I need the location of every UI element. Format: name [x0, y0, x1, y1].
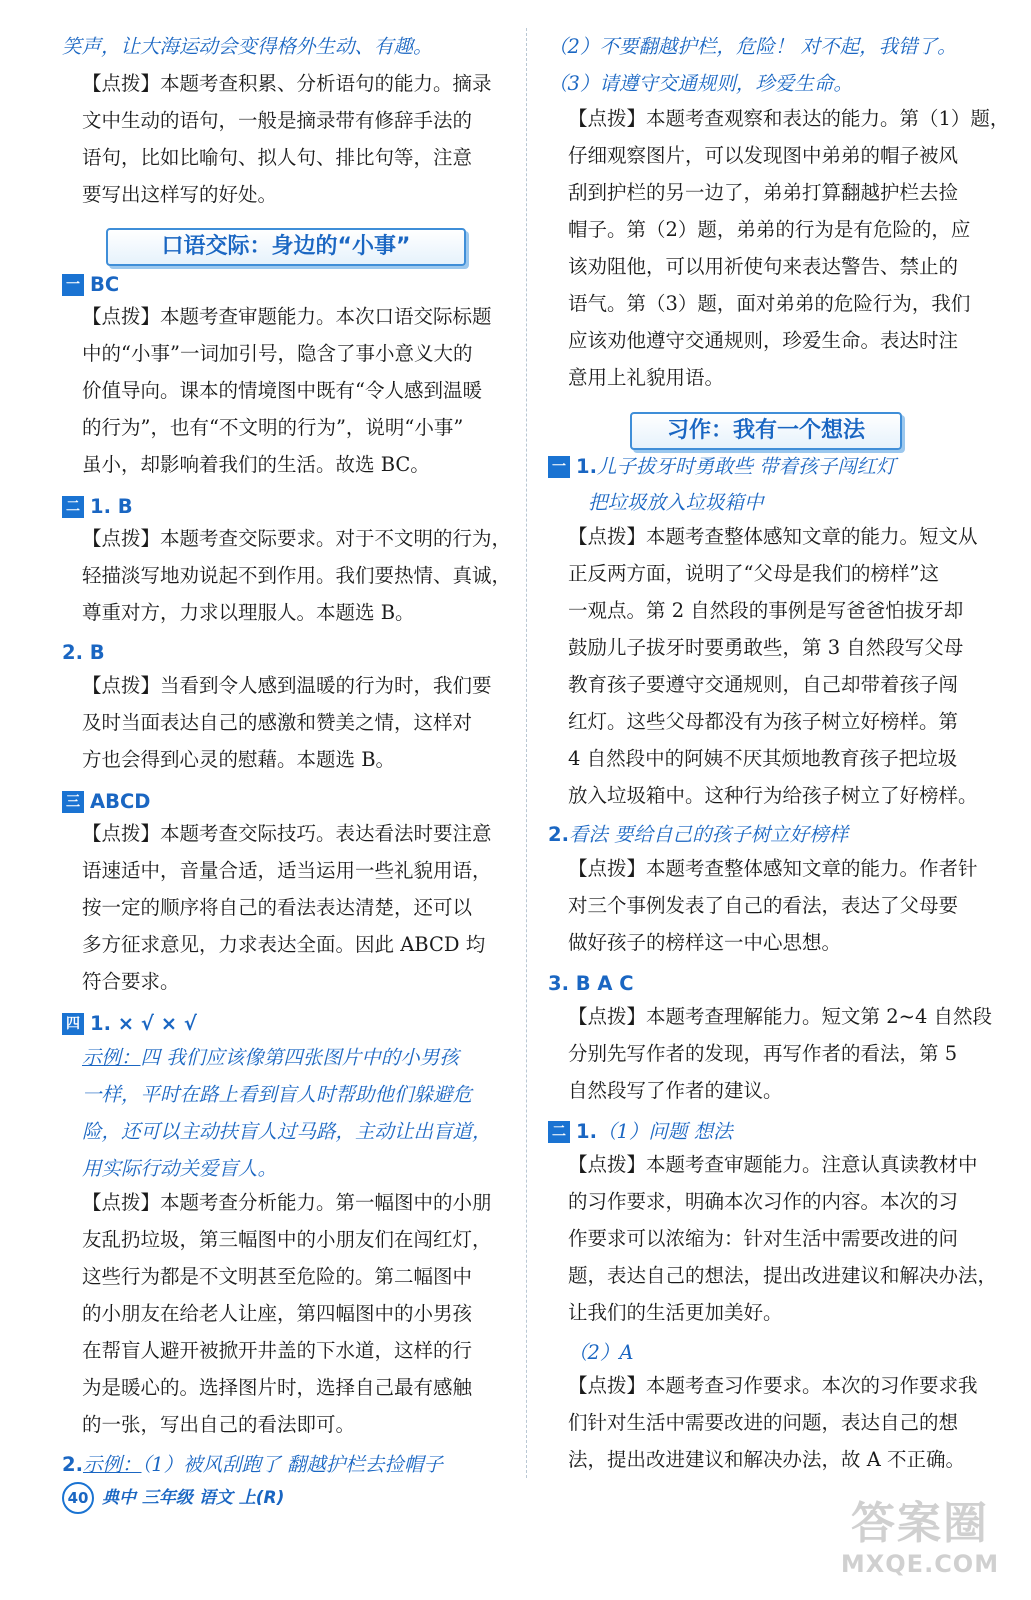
column-divider: [526, 28, 527, 1478]
example-text: （1）被风刮跑了 翻越护栏去捡帽子: [141, 1453, 443, 1476]
section-banner-oral: 口语交际：身边的“小事”: [106, 228, 466, 266]
explain-line: 语气。第（3）题，面对弟弟的危险行为，我们: [568, 292, 971, 315]
answer-number: 2.: [62, 1453, 83, 1476]
answer-r1-1: [548, 454, 896, 480]
example-label: 示例：: [82, 1453, 142, 1476]
explain-line: 符合要求。: [82, 970, 180, 993]
explain-line: 方也会得到心灵的慰藉。本题选 B。: [82, 748, 396, 771]
answer-text: 看法 要给自己的孩子树立好榜样: [568, 823, 849, 846]
explain-line: 法，提出改进建议和解决办法，故 A 不正确。: [568, 1448, 965, 1471]
explain-line: 教育孩子要遵守交通规则，自己却带着孩子闯: [568, 673, 959, 696]
answer-text: 把垃圾放入垃圾箱中: [588, 491, 764, 514]
explain-line: 友乱扔垃圾，第三幅图中的小朋友们在闯红灯，: [82, 1228, 492, 1251]
explain-line: 【点拨】本题考查整体感知文章的能力。作者针: [568, 857, 978, 880]
explain-line: 【点拨】本题考查交际要求。对于不文明的行为，: [82, 527, 512, 550]
answer-r2-2: （2）A: [568, 1341, 634, 1364]
intro-line: 文中生动的语句，一般是摘录带有修辞手法的: [82, 109, 473, 132]
section-number-icon: 一: [62, 274, 84, 296]
explain-line: 鼓励儿子拔牙时要勇敢些，第 3 自然段写父母: [568, 636, 964, 659]
watermark: [830, 1498, 1010, 1588]
answer-number: 1.: [576, 455, 597, 478]
explain-line: 【点拨】本题考查理解能力。短文第 2~4 自然段: [568, 1005, 993, 1028]
explain-line: 按一定的顺序将自己的看法表达清楚，还可以: [82, 896, 473, 919]
explain-line: 这些行为都是不文明甚至危险的。第二幅图中: [82, 1265, 473, 1288]
explain-line: 【点拨】本题考查习作要求。本次的习作要求我: [568, 1374, 978, 1397]
answer-line: （3）请遵守交通规则，珍爱生命。: [548, 72, 853, 95]
example-line: 一样，平时在路上看到盲人时帮助他们躲避危: [82, 1083, 473, 1106]
explain-line: 作要求可以浓缩为：针对生活中需要改进的问: [568, 1227, 959, 1250]
answer-4-1: [62, 1011, 197, 1037]
explain-line: 该劝阻他，可以用祈使句来表达警告、禁止的: [568, 255, 959, 278]
explain-line: 【点拨】本题考查分析能力。第一幅图中的小朋: [82, 1191, 492, 1214]
explain-line: 【点拨】本题考查审题能力。本次口语交际标题: [82, 305, 492, 328]
page-number: 40: [62, 1482, 94, 1514]
explain-line: 仔细观察图片，可以发现图中弟弟的帽子被风: [568, 144, 959, 167]
explain-line: 让我们的生活更加美好。: [568, 1301, 783, 1324]
explain-line: 多方征求意见，力求表达全面。因此 ABCD 均: [82, 933, 486, 956]
answer-number: 1.: [576, 1120, 597, 1143]
section-number-icon: 二: [548, 1121, 570, 1143]
explain-line: 意用上礼貌用语。: [568, 366, 725, 389]
answer-r2-1: [548, 1119, 733, 1145]
explain-line: 的一张，写出自己的看法即可。: [82, 1413, 356, 1436]
explain-line: 【点拨】本题考查交际技巧。表达看法时要注意: [82, 822, 492, 845]
explain-line: 的小朋友在给老人让座，第四幅图中的小男孩: [82, 1302, 473, 1325]
section-number-icon: 二: [62, 496, 84, 518]
answer-number: 2.: [548, 823, 569, 846]
explain-line: 轻描淡写地劝说起不到作用。我们要热情、真诚，: [82, 564, 512, 587]
explain-line: 虽小，却影响着我们的生活。故选 BC。: [82, 453, 430, 476]
explain-line: 正反两方面，说明了“父母是我们的榜样”这: [568, 562, 939, 585]
section-number-icon: 三: [62, 791, 84, 813]
explain-line: 语速适中，音量合适，适当运用一些礼貌用语，: [82, 859, 492, 882]
example-text: 四 我们应该像第四张图片中的小男孩: [140, 1046, 459, 1069]
section-banner-writing: 习作：我有一个想法: [630, 412, 902, 450]
watermark-logo-text: 答案圈: [851, 1498, 989, 1549]
explain-line: 4 自然段中的阿姨不厌其烦地教育孩子把垃圾: [568, 747, 958, 770]
explain-line: 放入垃圾箱中。这种行为给孩子树立了好榜样。: [568, 784, 978, 807]
answer-text: 儿子拔牙时勇敢些 带着孩子闯红灯: [596, 455, 896, 478]
answer-r1-3: 3. B A C: [548, 972, 634, 995]
answer-3: [62, 789, 150, 815]
section-number-icon: 四: [62, 1013, 84, 1035]
book-title: 典中 三年级 语文 上(R): [102, 1488, 285, 1508]
explain-line: 中的“小事”一词加引号，隐含了事小意义大的: [82, 342, 473, 365]
answer-text: （1）问题 想法: [596, 1120, 733, 1143]
explain-line: 【点拨】当看到令人感到温暖的行为时，我们要: [82, 674, 492, 697]
explain-line: 题，表达自己的想法，提出改进建议和解决办法，: [568, 1264, 998, 1287]
intro-line: 要写出这样写的好处。: [82, 183, 278, 206]
section-number-icon: 一: [548, 456, 570, 478]
answer-2-1: [62, 494, 133, 520]
example-label: 示例：: [82, 1046, 141, 1069]
page-footer: [62, 1482, 284, 1512]
answer-text: 1. × √ × √: [90, 1012, 197, 1035]
answer-text: ABCD: [90, 790, 151, 813]
intro-line: 语句，比如比喻句、拟人句、排比句等，注意: [82, 146, 473, 169]
answer-1: [62, 272, 119, 298]
answer-r1-2: [548, 822, 848, 848]
explain-line: 刮到护栏的另一边了，弟弟打算翻越护栏去捡: [568, 181, 959, 204]
explain-line: 应该劝他遵守交通规则，珍爱生命。表达时注: [568, 329, 959, 352]
answer-text: BC: [90, 273, 120, 296]
explain-line: 为是暖心的。选择图片时，选择自己最有感触: [82, 1376, 473, 1399]
explain-line: 【点拨】本题考查审题能力。注意认真读教材中: [568, 1153, 978, 1176]
explain-line: 们针对生活中需要改进的问题，表达自己的想: [568, 1411, 959, 1434]
explain-line: 对三个事例发表了自己的看法，表达了父母要: [568, 894, 959, 917]
answer-text: 1. B: [90, 495, 133, 518]
example-line: [62, 1045, 459, 1071]
explain-line: 价值导向。课本的情境图中既有“令人感到温暖: [82, 379, 482, 402]
intro-line: 笑声，让大海运动会变得格外生动、有趣。: [62, 35, 433, 58]
explain-line: 自然段写了作者的建议。: [568, 1079, 783, 1102]
answer-line: （2）不要翻越护栏，危险！ 对不起，我错了。: [548, 35, 957, 58]
explain-line: 分别先写作者的发现，再写作者的看法，第 5: [568, 1042, 958, 1065]
explain-line: 在帮盲人避开被掀开井盖的下水道，这样的行: [82, 1339, 473, 1362]
intro-line: 【点拨】本题考查积累、分析语句的能力。摘录: [82, 72, 492, 95]
explain-line: 红灯。这些父母都没有为孩子树立好榜样。第: [568, 710, 959, 733]
explain-line: 一观点。第 2 自然段的事例是写爸爸怕拔牙却: [568, 599, 964, 622]
explain-line: 【点拨】本题考查观察和表达的能力。第（1）题，: [568, 107, 1010, 130]
example-line: 用实际行动关爱盲人。: [82, 1157, 278, 1180]
explain-line: 做好孩子的榜样这一中心思想。: [568, 931, 842, 954]
answer-2-2: 2. B: [62, 641, 105, 664]
answer-4-2: [62, 1452, 443, 1478]
explain-line: 尊重对方，力求以理服人。本题选 B。: [82, 601, 415, 624]
explain-line: 【点拨】本题考查整体感知文章的能力。短文从: [568, 525, 978, 548]
explain-line: 的习作要求，明确本次习作的内容。本次的习: [568, 1190, 959, 1213]
watermark-url: MXQE.COM: [840, 1550, 1000, 1578]
explain-line: 及时当面表达自己的感激和赞美之情，这样对: [82, 711, 473, 734]
example-line: 险，还可以主动扶盲人过马路，主动让出盲道，: [82, 1120, 492, 1143]
explain-line: 帽子。第（2）题，弟弟的行为是有危险的，应: [568, 218, 971, 241]
explain-line: 的行为”，也有“不文明的行为”，说明“小事”: [82, 416, 464, 439]
